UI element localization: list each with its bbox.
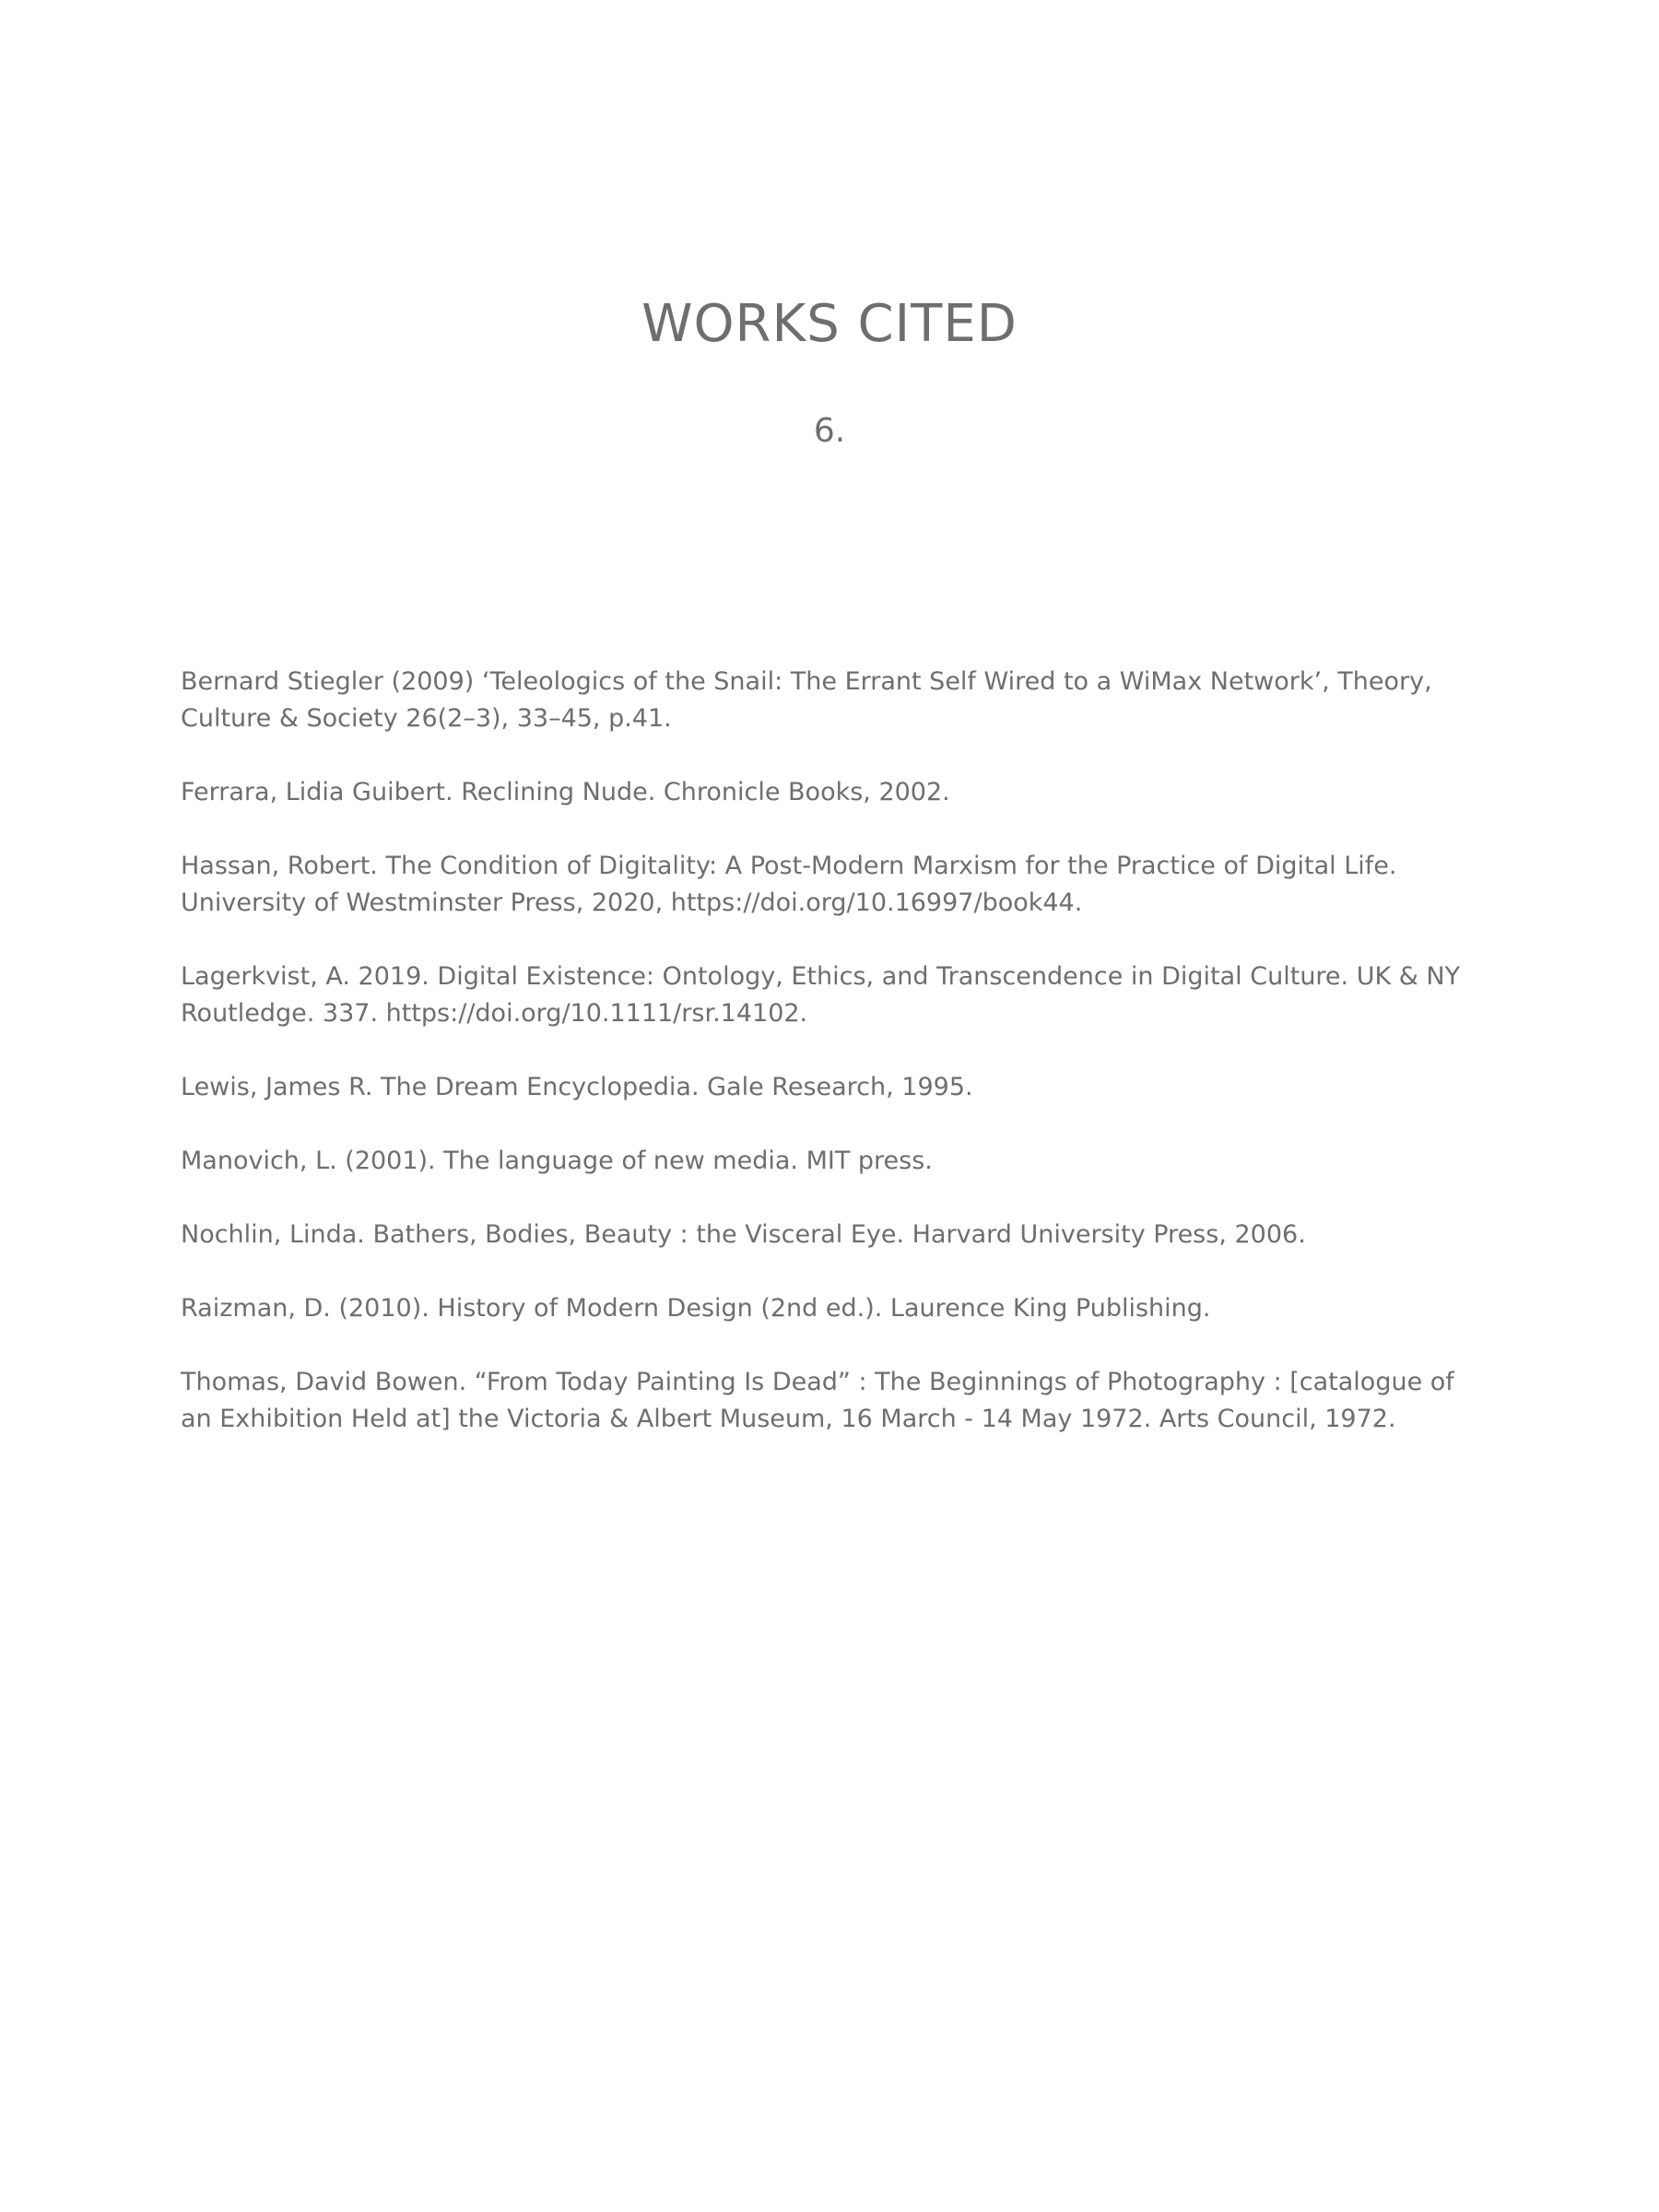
reference-entry: Bernard Stiegler (2009) ‘Teleologics of the Snail: The Errant Self Wired to a WiMax Network’, Theory, Culture & Society 26(2–3), 33–45, p.41.	[181, 667, 1432, 733]
reference-entry: Thomas, David Bowen. “From Today Painting Is Dead” : The Beginnings of Photography : [catalogue of an Exhibition Held at] the Victoria & Albert Museum, 16 March - 14 May 1972. Arts Council, 1972.	[181, 1368, 1454, 1433]
reference-entry: Ferrara, Lidia Guibert. Reclining Nude. Chronicle Books, 2002.	[181, 778, 950, 806]
reference-entry: Lewis, James R. The Dream Encyclopedia. Gale Research, 1995.	[181, 1073, 973, 1101]
reference-entry: Nochlin, Linda. Bathers, Bodies, Beauty : the Visceral Eye. Harvard University Press, 2006.	[181, 1220, 1306, 1249]
page-title: WORKS CITED	[641, 294, 1018, 354]
reference-entry: Hassan, Robert. The Condition of Digitality: A Post-Modern Marxism for the Practice of Digital Life. University of Westminster Press, 2020, https://doi.org/10.16997/book44.	[181, 852, 1397, 917]
reference-entry: Raizman, D. (2010). History of Modern Design (2nd ed.). Laurence King Publishing.	[181, 1294, 1211, 1323]
reference-entry: Manovich, L. (2001). The language of new media. MIT press.	[181, 1147, 933, 1175]
reference-entry: Lagerkvist, A. 2019. Digital Existence: Ontology, Ethics, and Transcendence in Digital Culture. UK & NY Routledge. 337. https://doi.org/10.1111/rsr.14102.	[181, 962, 1461, 1028]
works-cited-list	[181, 664, 1489, 1475]
section-number: 6.	[813, 412, 846, 450]
